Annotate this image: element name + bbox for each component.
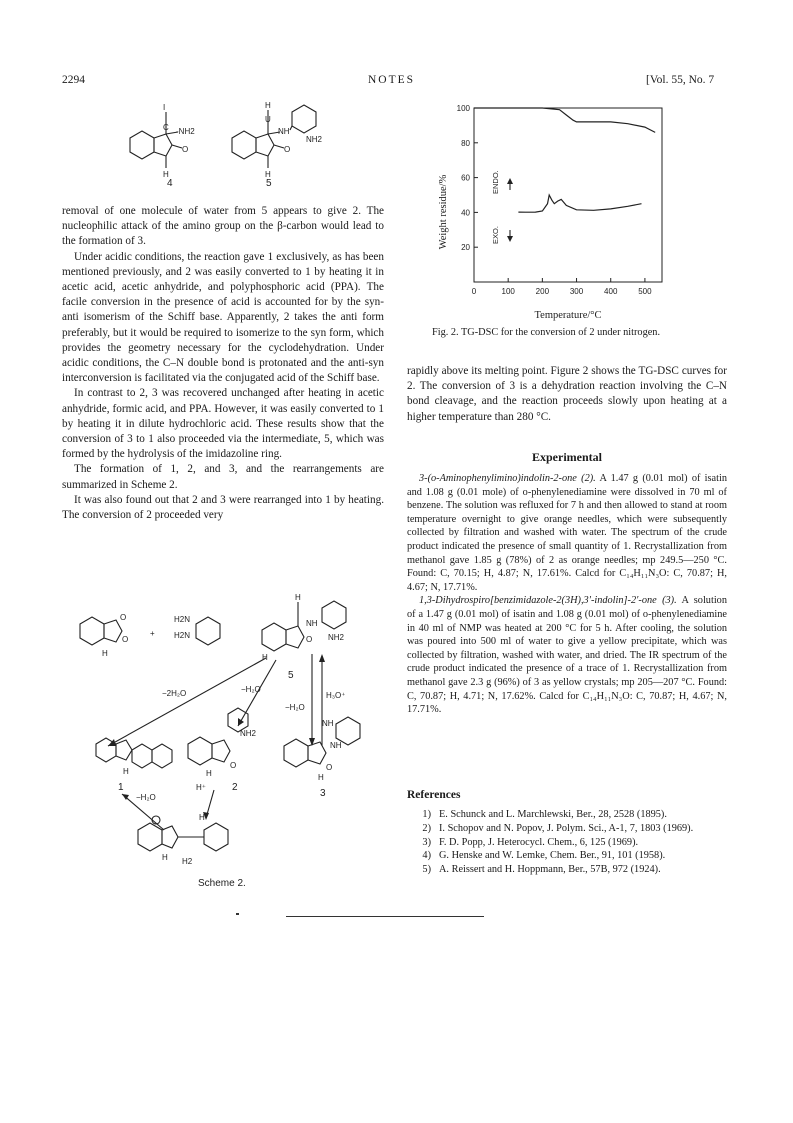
left-paragraph: It was also found out that 2 and 3 were rearranged into 1 by heating. The conversion of 2 proceeded very xyxy=(62,493,384,522)
endo-annotation: ENDO. xyxy=(491,170,500,194)
experimental-body-3: A solution of a 1.47 g (0.01 mol) of isatin and 1.08 g (0.01 mol) of o-phenylenediamine in 40 ml of NMP was heated at 200 °C for 5 h. After cooling, the solution was poured into 500 ml of water to give a yellow precipitate, which was collected by filtration, washed with water, and dried. The IR spectrum of the crude product indicated the presence of a trace of 1. Recrystallization from methanol gave 2.3 g (96%) of 3 as yellow crystals; mp 205—207 °C. Found: C, 70.87; H, 4.71; N, 17.62%. Calcd for C₁₄H₁₁N₃O: C, 70.87; H, 4.67; N, 17.71%. xyxy=(407,595,727,716)
left-paragraph: Under acidic conditions, the reaction gave 1 exclusively, as has been mentioned previously, and 2 was easily converted to 1 by heating it in acetic acid, acetic anhydride, and polyphosphoric acid (PPA). The facile conversion in the presence of acid is accounted for by the syn-anti isomerism of the Schiff base. Apparently, 2 takes the anti form preferably, but it would be required to isomerize to the syn form, which provides the geometry necessary for the cyclodehydration. Under acidic conditions, the C–N double bond is protonated and the anti-syn interconversion is facilitated via the conjugated acid of the Schiff base. xyxy=(62,250,384,385)
svg-text:O: O xyxy=(120,613,127,622)
experimental-heading: Experimental xyxy=(532,450,602,464)
svg-text:H: H xyxy=(262,653,268,662)
svg-text:NH: NH xyxy=(330,741,342,750)
label-4: 4 xyxy=(167,178,173,189)
reference-item: 1) E. Schunck and L. Marchlewski, Ber., 28, 2528 (1895). xyxy=(422,809,667,820)
arrow-label: −H₂O xyxy=(136,793,156,802)
svg-text:H: H xyxy=(265,101,271,110)
svg-text:H: H xyxy=(123,767,129,776)
x-tick-label: 500 xyxy=(638,287,652,296)
y-tick-label: 60 xyxy=(461,173,470,183)
compound-5-structure xyxy=(262,593,346,662)
x-tick-label: 200 xyxy=(535,287,550,296)
chart-plot-area xyxy=(457,104,662,296)
svg-text:O: O xyxy=(230,761,237,770)
tg-dsc-chart xyxy=(432,104,672,322)
y-tick-label: 80 xyxy=(461,138,470,148)
left-paragraph: In contrast to 2, 3 was recovered unchanged after heating in acetic anhydride, formic acid, and PPA. However, it was easily converted to 1 by heating it in dilute hydrochloric acid. These results show that the conversion of 3 to 1 also proceeded via the intermediate, 5, which was formed by the hydrolysis of the imidazoline ring. xyxy=(62,387,384,461)
compound-1-structure xyxy=(96,738,172,776)
page-number: 2294 xyxy=(62,74,85,86)
scheme-label-1: 1 xyxy=(118,782,124,793)
scheme-caption: Scheme 2. xyxy=(198,878,246,889)
running-head: NOTES xyxy=(368,74,416,86)
svg-text:H: H xyxy=(163,170,169,179)
svg-text:H: H xyxy=(162,853,168,862)
experimental-title-3: 1,3-Dihydrospiro[benzimidazole-2(3H),3′-indolin]-2′-one (3). xyxy=(419,595,677,607)
footer-rule xyxy=(286,916,484,917)
scheme-label-2: 2 xyxy=(232,782,238,793)
y-tick-label: 40 xyxy=(461,208,470,218)
x-tick-label: 100 xyxy=(501,287,515,296)
svg-text:C: C xyxy=(163,123,169,132)
svg-text:H: H xyxy=(318,773,324,782)
svg-text:H: H xyxy=(102,649,108,658)
series-line-tg xyxy=(474,108,655,132)
reference-list xyxy=(407,808,729,877)
svg-text:H2N: H2N xyxy=(174,615,191,624)
x-tick-label: 400 xyxy=(604,287,618,296)
isatin-structure xyxy=(80,613,128,658)
cation-intermediate-structure xyxy=(138,813,228,866)
structure-4 xyxy=(130,103,195,179)
figure-2-caption: Fig. 2. TG-DSC for the conversion of 2 under nitrogen. xyxy=(432,327,661,338)
svg-text:H: H xyxy=(265,170,271,179)
x-tick-label: 300 xyxy=(569,287,584,296)
svg-text:NH: NH xyxy=(278,127,290,136)
right-paragraph: rapidly above its melting point. Figure 2 shows the TG-DSC curves for 2. The conversion of 3 is a dehydration reaction involving the C–N bond cleavage, and the reaction proceeds slowly upon heating at a higher temperature than 280 °C. xyxy=(407,365,727,423)
svg-text:H2N: H2N xyxy=(174,631,191,640)
svg-text:NH2: NH2 xyxy=(240,729,257,738)
svg-text:-NH2: -NH2 xyxy=(176,127,195,136)
svg-text:O: O xyxy=(284,145,291,154)
scheme-label-3: 3 xyxy=(320,788,326,799)
reference-item: 3) F. D. Popp, J. Heterocycl. Chem., 6, 125 (1969). xyxy=(422,836,639,848)
experimental-section xyxy=(407,472,727,717)
footer-mark xyxy=(236,913,239,915)
svg-text:NH: NH xyxy=(306,619,318,628)
reference-item: 5) A. Reissert and H. Hoppmann, Ber., 57B, 972 (1924). xyxy=(422,864,661,876)
svg-text:I: I xyxy=(163,103,166,112)
svg-text:NH2: NH2 xyxy=(306,135,323,144)
arrow-label: H₃O⁺ xyxy=(326,691,346,700)
y-tick-label: 20 xyxy=(461,243,470,253)
x-axis-label: Temperature/°C xyxy=(534,310,602,321)
plot-frame xyxy=(474,108,662,282)
reference-item: 4) G. Henske and W. Lemke, Chem. Ber., 91, 101 (1958). xyxy=(422,850,666,862)
svg-text:NH2: NH2 xyxy=(328,633,345,642)
right-column-text xyxy=(407,364,727,425)
scheme-label-5: 5 xyxy=(288,670,294,681)
exo-annotation: EXO. xyxy=(491,226,500,244)
svg-text:U: U xyxy=(265,115,271,124)
arrow-label: −H₂O xyxy=(285,703,305,712)
svg-text:NH: NH xyxy=(322,719,334,728)
svg-text:O: O xyxy=(326,763,333,772)
svg-text:H: H xyxy=(206,769,212,778)
structures-4-5 xyxy=(110,100,340,192)
svg-text:O: O xyxy=(306,635,313,644)
experimental-body-2: A 1.47 g (0.01 mol) of isatin and 1.08 g (0.01 mole) of o-phenylenediamine were dissolved in 70 ml of benzene. The solution was refluxed for 7 h and then allowed to stand at room temperature overnight to give orange needles, which were subsequently collected by filtration and washed with water. The spectrum of the crude product indicated the presence of small quantity of 1. Recrystallization from methanol gave 1.85 g (78%) of 2 as orange needles; mp 249.5—250 °C. Found: C, 70.15; H, 4.87; N, 17.61%. Calcd for C₁₄H₁₁N₃O: C, 70.87; H, 4.67; N, 17.71%. xyxy=(407,473,727,593)
y-axis-label: Weight residue/% xyxy=(438,174,449,250)
svg-text:+: + xyxy=(150,629,155,638)
left-paragraph: removal of one molecule of water from 5 appears to give 2. The nucleophilic attack of the amino group on the β-carbon would lead to the formation of 3. xyxy=(62,205,384,248)
compound-3-structure xyxy=(284,717,360,782)
y-tick-label: 100 xyxy=(456,104,470,113)
svg-text:H: H xyxy=(295,593,301,602)
left-paragraph: The formation of 1, 2, and 3, and the rearrangements are summarized in Scheme 2. xyxy=(62,463,384,491)
references-heading: References xyxy=(407,789,461,801)
svg-text:O: O xyxy=(182,145,189,154)
arrow-label: H⁺ xyxy=(196,783,206,792)
x-tick-label: 0 xyxy=(471,287,477,296)
svg-text:H: H xyxy=(199,813,205,822)
phenylenediamine-structure xyxy=(174,615,220,645)
left-column xyxy=(62,204,384,523)
svg-text:O: O xyxy=(122,635,129,644)
reference-item: 2) I. Schopov and N. Popov, J. Polym. Sci., A-1, 7, 1803 (1969). xyxy=(422,822,694,834)
structure-5 xyxy=(232,101,323,179)
arrow-label: −2H₂O xyxy=(162,689,187,698)
compound-2-structure xyxy=(188,708,257,778)
series-line-dsc xyxy=(518,195,641,212)
scheme-2 xyxy=(66,593,386,889)
arrow-label: −H₂O xyxy=(241,685,261,694)
experimental-title-2: 3-(o-Aminophenylimino)indolin-2-one (2). xyxy=(419,473,596,484)
volume-info: [Vol. 55, No. 7 xyxy=(646,74,715,86)
label-5: 5 xyxy=(266,178,272,189)
svg-text:H2: H2 xyxy=(182,857,193,866)
